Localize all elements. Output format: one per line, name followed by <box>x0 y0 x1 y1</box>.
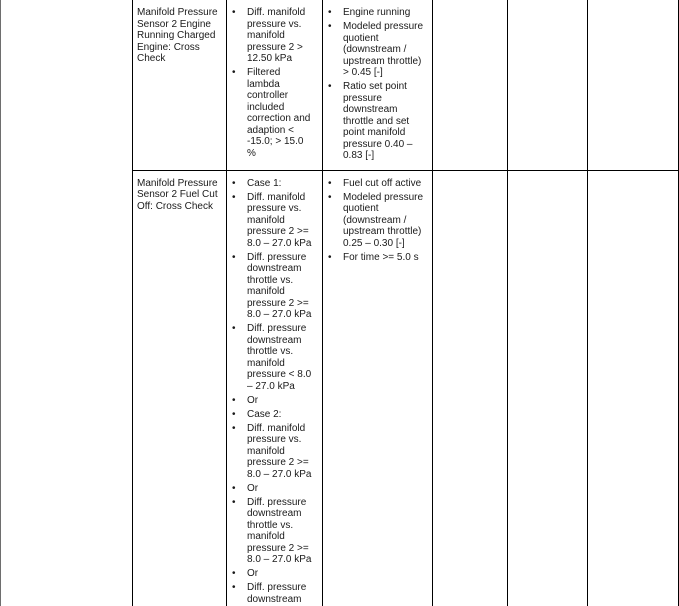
monitor-name-cell <box>133 170 227 606</box>
list-item-text: Or <box>247 482 259 494</box>
list-item-text: Engine running <box>343 7 411 18</box>
bullet-icon: • <box>232 568 236 579</box>
bullet-icon: • <box>232 7 236 18</box>
empty-cell <box>588 170 679 606</box>
bullet-icon: • <box>232 496 236 508</box>
bullet-icon: • <box>232 251 236 263</box>
list-item <box>323 21 427 79</box>
list-item-text: Or <box>247 568 259 579</box>
list-item-text: Diff. manifold pressure vs. manifold pressure 2 > 12.50 kPa <box>247 7 306 64</box>
bullet-icon: • <box>328 251 332 263</box>
empty-cell <box>433 170 508 606</box>
empty-cell <box>433 0 508 170</box>
list-item <box>227 483 313 495</box>
bullet-icon: • <box>232 408 236 420</box>
list-item <box>227 423 313 481</box>
list-item <box>227 323 313 392</box>
table-row <box>133 0 679 170</box>
malfunction-criteria-cell <box>227 0 323 170</box>
bullet-icon: • <box>328 81 332 92</box>
bullet-icon: • <box>328 177 332 189</box>
malfunction-criteria-list <box>227 0 322 159</box>
list-item-text: Or <box>247 394 259 406</box>
list-item <box>227 497 313 566</box>
list-item <box>227 568 313 580</box>
list-item <box>323 178 427 190</box>
list-item <box>227 252 313 321</box>
empty-cell <box>508 170 588 606</box>
list-item-text: Diff. pressure downstream throttle vs. manifold pressure 2 >= 8.0 – 27.0 kPa <box>247 496 312 565</box>
bullet-icon: • <box>232 191 236 203</box>
bullet-icon: • <box>232 323 236 334</box>
bullet-icon: • <box>232 177 236 189</box>
list-item-text: Diff. pressure downstream throttle vs. manifold pressure 2 >= 8.0 – 27.0 kPa <box>247 251 312 320</box>
list-item-text: Diff. manifold pressure vs. manifold pressure 2 >= 8.0 – 27.0 kPa <box>247 191 312 249</box>
list-item <box>227 582 313 605</box>
list-item <box>227 67 313 159</box>
bullet-icon: • <box>232 482 236 494</box>
list-item <box>323 192 427 250</box>
list-item-text: Fuel cut off active <box>343 177 422 189</box>
list-item <box>227 7 313 65</box>
empty-cell <box>588 0 679 170</box>
bullet-icon: • <box>328 21 332 32</box>
bullet-icon: • <box>232 422 236 434</box>
enable-conditions-list <box>323 171 432 264</box>
list-item-text: Ratio set point pressure downstream throttle and set point manifold pressure 0.40 – 0.83 [-] <box>343 81 413 161</box>
list-item-text: Diff. manifold pressure vs. manifold pressure 2 >= 8.0 – 27.0 kPa <box>247 422 312 480</box>
list-item <box>227 178 313 190</box>
list-item-text: Case 2: <box>247 408 282 420</box>
list-item-text: Modeled pressure quotient (downstream / upstream throttle) > 0.45 [-] <box>343 21 424 78</box>
bullet-icon: • <box>328 191 332 203</box>
bullet-icon: • <box>232 67 236 78</box>
list-item-text: For time >= 5.0 s <box>343 251 419 263</box>
list-item <box>323 252 427 264</box>
list-item <box>323 7 427 19</box>
table-row <box>133 170 679 606</box>
monitor-name: Manifold Pressure Sensor 2 Engine Running Charged Engine: Cross Check <box>137 7 218 64</box>
list-item <box>227 395 313 407</box>
list-item-text: Diff. pressure downstream throttle vs. manifold pressure < 8.0 – 27.0 kPa <box>247 323 312 392</box>
list-item <box>227 192 313 250</box>
list-item-text: Modeled pressure quotient (downstream / upstream throttle) 0.25 – 0.30 [-] <box>343 191 424 249</box>
enable-conditions-cell <box>323 170 433 606</box>
empty-cell <box>508 0 588 170</box>
bullet-icon: • <box>232 394 236 406</box>
list-item <box>323 81 427 162</box>
bullet-icon: • <box>232 582 236 593</box>
monitor-name-cell <box>133 0 227 170</box>
list-item-text: Diff. pressure downstream <box>247 582 307 605</box>
bullet-icon: • <box>328 7 332 18</box>
enable-conditions-cell <box>323 0 433 170</box>
malfunction-criteria-list <box>227 171 322 606</box>
malfunction-criteria-cell <box>227 170 323 606</box>
spec-table <box>132 0 679 606</box>
list-item-text: Case 1: <box>247 177 282 189</box>
list-item <box>227 409 313 421</box>
enable-conditions-list <box>323 0 432 162</box>
monitor-name: Manifold Pressure Sensor 2 Fuel Cut Off: Cross Check <box>137 177 218 212</box>
list-item-text: Filtered lambda controller included correction and adaption < -15.0; > 15.0 % <box>247 67 311 159</box>
